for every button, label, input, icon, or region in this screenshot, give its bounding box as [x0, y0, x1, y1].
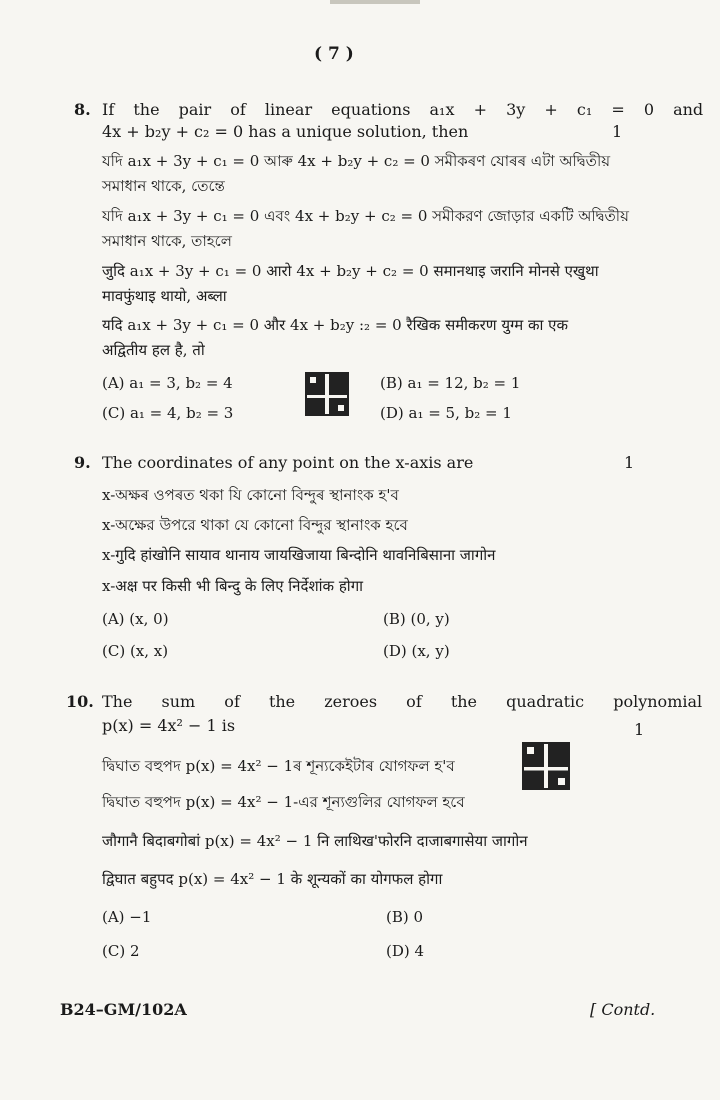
question-text-assamese: x-অক্ষৰ ওপৰত থকা যি কোনো বিন্দুৰ স্থানাংক হ'ব: [102, 486, 399, 504]
option-d: (D) (x, y): [383, 642, 450, 660]
question-text-assamese: সমাধান থাকে, তেন্তে: [102, 177, 225, 195]
question-text-bodo: जौगानै बिदाबगोबां p(x) = 4x² − 1 नि लाथिख'फोरनि दाजाबगासेया जागोन: [102, 832, 528, 850]
question-text-english: If the pair of linear equations a₁x + 3y + c₁ = 0 and: [102, 100, 704, 119]
question-text-english: The coordinates of any point on the x-axis are: [102, 453, 474, 472]
marks: 1: [612, 122, 623, 141]
question-number: 9.: [74, 453, 91, 472]
marks: 1: [634, 720, 645, 739]
option-a: (A) a₁ = 3, b₂ = 4: [102, 374, 233, 392]
question-text-bodo: जुदि a₁x + 3y + c₁ = 0 आरो 4x + b₂y + c₂ = 0 समानथाइ जरानि मोनसे एखुथा: [102, 262, 599, 280]
option-a: (A) (x, 0): [102, 610, 169, 628]
question-text-bodo: x-गुदि हांखोनि सायाव थानाय जायखिजाया बिन्दोनि थावनिबिसाना जागोन: [102, 546, 496, 564]
marks: 1: [624, 453, 635, 472]
qr-code-icon: [305, 372, 349, 416]
question-text-hindi: द्विघात बहुपद p(x) = 4x² − 1 के शून्यकों का योगफल होगा: [102, 870, 443, 888]
page-number: ( 7 ): [314, 44, 354, 64]
question-number: 10.: [66, 692, 94, 711]
top-scan-mark: [330, 0, 420, 4]
option-b: (B) a₁ = 12, b₂ = 1: [380, 374, 521, 392]
option-d: (D) a₁ = 5, b₂ = 1: [380, 404, 512, 422]
question-number: 8.: [74, 100, 91, 119]
question-text-bodo: मावफुंथाइ थायो, अब्ला: [102, 287, 227, 305]
option-b: (B) (0, y): [383, 610, 450, 628]
option-a: (A) −1: [102, 908, 152, 926]
option-c: (C) 2: [102, 942, 140, 960]
continued-label: [ Contd.: [590, 1000, 656, 1019]
question-text-bengali: সমাধান থাকে, তাহলে: [102, 232, 232, 250]
question-text-assamese: যদি a₁x + 3y + c₁ = 0 আৰু 4x + b₂y + c₂ = 0 সমীকৰণ যোৰৰ এটা অদ্বিতীয়: [102, 152, 611, 170]
question-text-english: p(x) = 4x² − 1 is: [102, 716, 236, 735]
option-b: (B) 0: [386, 908, 424, 926]
question-text-hindi: यदि a₁x + 3y + c₁ = 0 और 4x + b₂y :₂ = 0 रैखिक समीकरण युग्म का एक: [102, 316, 568, 334]
qr-code-icon: [522, 742, 570, 790]
question-text-english: The sum of the zeroes of the quadratic polynomial: [102, 692, 703, 711]
paper-code: B24–GM/102A: [60, 1000, 187, 1019]
option-c: (C) (x, x): [102, 642, 169, 660]
question-text-bengali: দ্বিঘাত বহুপদ p(x) = 4x² − 1-এর শূন্যগুলির যোগফল হবে: [102, 793, 465, 811]
question-text-bengali: যদি a₁x + 3y + c₁ = 0 এবং 4x + b₂y + c₂ = 0 সমীকরণ জোড়ার একটি অদ্বিতীয়: [102, 207, 629, 225]
option-d: (D) 4: [386, 942, 425, 960]
question-text-hindi: अद्वितीय हल है, तो: [102, 341, 205, 359]
question-text-bengali: x-অক্ষের উপরে থাকা যে কোনো বিন্দুর স্থানাংক হবে: [102, 516, 408, 534]
option-c: (C) a₁ = 4, b₂ = 3: [102, 404, 234, 422]
question-text-hindi: x-अक्ष पर किसी भी बिन्दु के लिए निर्देशांक होगा: [102, 577, 364, 595]
question-text-english: 4x + b₂y + c₂ = 0 has a unique solution, then: [102, 122, 469, 141]
question-text-assamese: দ্বিঘাত বহুপদ p(x) = 4x² − 1ৰ শূন্যকেইটাৰ যোগফল হ'ব: [102, 757, 455, 775]
